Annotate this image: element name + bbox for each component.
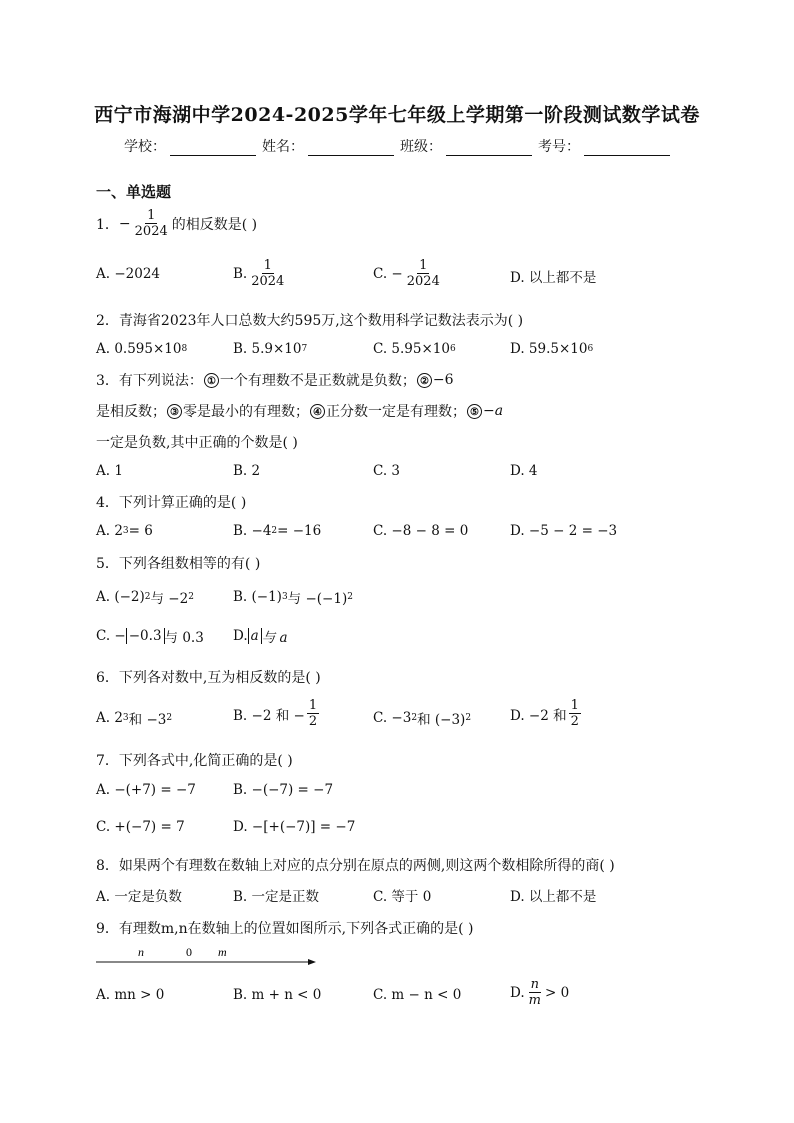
q6-b-den: 2 <box>308 714 318 729</box>
q1-option-b[interactable] <box>233 258 288 289</box>
q8-option-a[interactable]: A. 一定是负数 <box>96 889 182 905</box>
q6-a-exp: 3 <box>122 713 129 723</box>
q1-c-num: 1 <box>419 258 428 273</box>
q5-option-d[interactable] <box>233 626 288 646</box>
q7-option-b[interactable]: B. −(−7) = −7 <box>233 782 334 798</box>
q5-a-exp2: 2 <box>188 592 194 602</box>
q6-c-exp2: 2 <box>465 713 472 723</box>
question-3-line-1 <box>96 370 454 390</box>
q9-d-num: n <box>530 977 539 992</box>
school-label: 学校： <box>124 139 166 155</box>
q5-b-mid: 与 −(−1) <box>287 591 348 607</box>
q3-statement-5-part: −a <box>483 403 504 419</box>
q9-d-den: m <box>528 993 541 1008</box>
q6-d-num: 1 <box>570 698 579 713</box>
q5-option-a[interactable] <box>96 587 194 607</box>
q2-c-base: C. 5.95×10 <box>373 341 450 357</box>
q6-option-b[interactable] <box>233 698 321 729</box>
q2-option-c[interactable] <box>373 341 456 357</box>
q5-b-exp: 3 <box>281 592 288 602</box>
q2-option-d[interactable] <box>510 341 593 357</box>
q3-option-d[interactable]: D. 4 <box>510 463 538 479</box>
q2-d-base: D. 59.5×10 <box>510 341 588 357</box>
q1-suffix: 的相反数是( ) <box>171 216 258 233</box>
q3-statement-4: 正分数一定是有理数； <box>326 404 466 420</box>
q2-c-exp: 6 <box>449 344 456 354</box>
q4-a-base: A. 2 <box>96 523 123 539</box>
school-blank[interactable] <box>170 141 256 156</box>
q8-option-d[interactable]: D. 以上都不是 <box>510 889 597 905</box>
q4-option-d[interactable]: D. −5 − 2 = −3 <box>510 523 618 539</box>
name-field <box>262 136 398 156</box>
q5-b-exp2: 2 <box>347 592 353 602</box>
q4-option-a[interactable] <box>96 523 153 539</box>
class-field <box>400 136 536 156</box>
q7-option-c[interactable]: C. +(−7) = 7 <box>96 819 185 835</box>
q1-frac-den: 2024 <box>134 224 168 239</box>
class-label: 班级： <box>400 139 442 155</box>
q9-option-a[interactable]: A. mn > 0 <box>96 987 165 1003</box>
q4-option-b[interactable] <box>233 523 321 539</box>
exam-no-label: 考号： <box>538 139 580 155</box>
circled-3: ③ <box>167 404 182 419</box>
question-7: 7．下列各式中,化简正确的是( ) <box>96 753 293 769</box>
question-5: 5．下列各组数相等的有( ) <box>96 556 261 572</box>
section-heading: 一、单选题 <box>96 183 172 201</box>
circled-1: ① <box>204 373 219 388</box>
q5-option-c[interactable] <box>96 626 204 646</box>
number-line-zero: 0 <box>186 945 192 959</box>
q4-b-exp: 2 <box>271 526 278 536</box>
q1-option-c[interactable] <box>373 258 444 289</box>
q3-intro: 3．有下列说法： <box>96 373 203 389</box>
question-3-line-3: 一定是负数,其中正确的个数是( ) <box>96 435 298 451</box>
q1-option-a[interactable]: A. −2024 <box>96 266 160 282</box>
q5-d-rest: 与 a <box>261 630 288 646</box>
page-title: 西宁市海湖中学2024-2025学年七年级上学期第一阶段测试数学试卷 <box>94 104 700 126</box>
q3-option-a[interactable]: A. 1 <box>96 463 123 479</box>
q8-option-c[interactable]: C. 等于 0 <box>373 889 432 905</box>
q5-a-base: A. (−2) <box>96 589 145 605</box>
number-line-n: n <box>138 945 144 959</box>
q6-d-base: D. −2 和 <box>510 707 567 724</box>
q4-b-base: B. −4 <box>233 523 272 539</box>
q2-b-base: B. 5.9×10 <box>233 341 302 357</box>
q5-d-abs: a <box>248 628 262 644</box>
q6-option-a[interactable] <box>96 708 172 728</box>
q3-statement-1: 一个有理数不是正数就是负数； <box>219 373 416 389</box>
q5-a-mid: 与 −2 <box>150 591 189 607</box>
q5-c-base: C. − <box>96 628 126 644</box>
q6-b-num: 1 <box>308 698 318 713</box>
q3-statement-2-part: −6 <box>432 372 454 388</box>
question-4: 4．下列计算正确的是( ) <box>96 495 247 511</box>
q9-d-rest: > 0 <box>544 984 570 1001</box>
q4-option-c[interactable]: C. −8 − 8 = 0 <box>373 523 469 539</box>
q9-option-c[interactable]: C. m − n < 0 <box>373 987 462 1003</box>
q1-b-fraction <box>249 258 286 289</box>
question-3-line-2 <box>96 401 503 421</box>
q5-d-base: D. <box>233 628 248 644</box>
question-6: 6．下列各对数中,互为相反数的是( ) <box>96 670 321 686</box>
q2-b-exp: 7 <box>301 344 308 354</box>
circled-4: ④ <box>310 404 325 419</box>
q2-a-base: A. 0.595×10 <box>96 341 182 357</box>
q9-option-d[interactable] <box>510 977 569 1008</box>
question-9: 9．有理数m,n在数轴上的位置如图所示,下列各式正确的是( ) <box>96 921 474 937</box>
q8-option-b[interactable]: B. 一定是正数 <box>233 889 320 905</box>
q6-c-base: C. −3 <box>373 710 412 726</box>
q2-a-exp: 8 <box>181 344 188 354</box>
q6-c-mid: 和 (−3) <box>417 712 466 728</box>
q1-b-label: B. <box>233 265 248 282</box>
q3-option-b[interactable]: B. 2 <box>233 463 261 479</box>
q6-option-c[interactable] <box>373 708 471 728</box>
question-8: 8．如果两个有理数在数轴上对应的点分别在原点的两侧,则这两个数相除所得的商( ) <box>96 858 615 874</box>
student-info-row <box>124 136 676 156</box>
q7-option-a[interactable]: A. −(+7) = −7 <box>96 782 196 798</box>
name-label: 姓名： <box>262 139 304 155</box>
q1-b-den: 2024 <box>251 274 285 289</box>
q9-d-fraction <box>527 977 543 1008</box>
q2-option-a[interactable] <box>96 341 187 357</box>
q7-option-d[interactable]: D. −[+(−7)] = −7 <box>233 819 356 835</box>
q6-a-exp2: 2 <box>166 713 173 723</box>
circled-5: ⑤ <box>467 404 482 419</box>
q1-b-num: 1 <box>263 258 272 273</box>
q5-c-abs: −0.3 <box>126 628 165 644</box>
q6-b-base: B. −2 和 − <box>233 707 305 724</box>
q1-prefix: − <box>118 215 131 232</box>
q4-b-rest: = −16 <box>277 523 322 539</box>
q6-d-den: 2 <box>570 714 579 729</box>
q1-number: 1． <box>96 216 119 233</box>
q1-c-label: C. − <box>373 265 403 282</box>
question-1 <box>96 208 257 239</box>
q5-c-rest: 与 0.3 <box>164 630 204 646</box>
exam-no-blank[interactable] <box>584 141 670 156</box>
q6-a-mid: 和 −3 <box>128 712 167 728</box>
q5-option-b[interactable] <box>233 587 353 607</box>
q2-option-b[interactable] <box>233 341 307 357</box>
q1-fraction <box>133 208 170 239</box>
q1-c-fraction <box>405 258 442 289</box>
q2-d-exp: 6 <box>587 344 594 354</box>
number-line <box>96 945 318 969</box>
q1-frac-num: 1 <box>147 208 156 223</box>
number-line-m: m <box>218 945 227 959</box>
q1-option-d[interactable]: D. 以上都不是 <box>510 270 597 286</box>
q6-c-exp: 2 <box>411 713 418 723</box>
number-line-arrow-icon <box>308 959 316 965</box>
q1-c-den: 2024 <box>406 274 440 289</box>
q6-b-fraction <box>307 698 319 729</box>
q5-b-base: B. (−1) <box>233 589 282 605</box>
q3-statement-3: 零是最小的有理数； <box>183 404 309 420</box>
question-2: 2．青海省2023年人口总数大约595万,这个数用科学记数法表示为( ) <box>96 313 524 329</box>
q3-option-c[interactable]: C. 3 <box>373 463 401 479</box>
q9-option-b[interactable]: B. m + n < 0 <box>233 987 322 1003</box>
q4-a-exp: 3 <box>122 526 129 536</box>
q6-d-fraction <box>569 698 581 729</box>
exam-no-field <box>538 136 674 156</box>
q6-option-d[interactable] <box>510 698 583 729</box>
school-field <box>124 136 260 156</box>
name-blank[interactable] <box>308 141 394 156</box>
q5-a-exp: 2 <box>144 592 151 602</box>
q4-a-rest: = 6 <box>128 523 153 539</box>
q6-a-base: A. 2 <box>96 710 123 726</box>
class-blank[interactable] <box>446 141 532 156</box>
q9-d-label: D. <box>510 984 525 1001</box>
q3-statement-2-end: 是相反数； <box>96 404 166 420</box>
circled-2: ② <box>417 373 432 388</box>
